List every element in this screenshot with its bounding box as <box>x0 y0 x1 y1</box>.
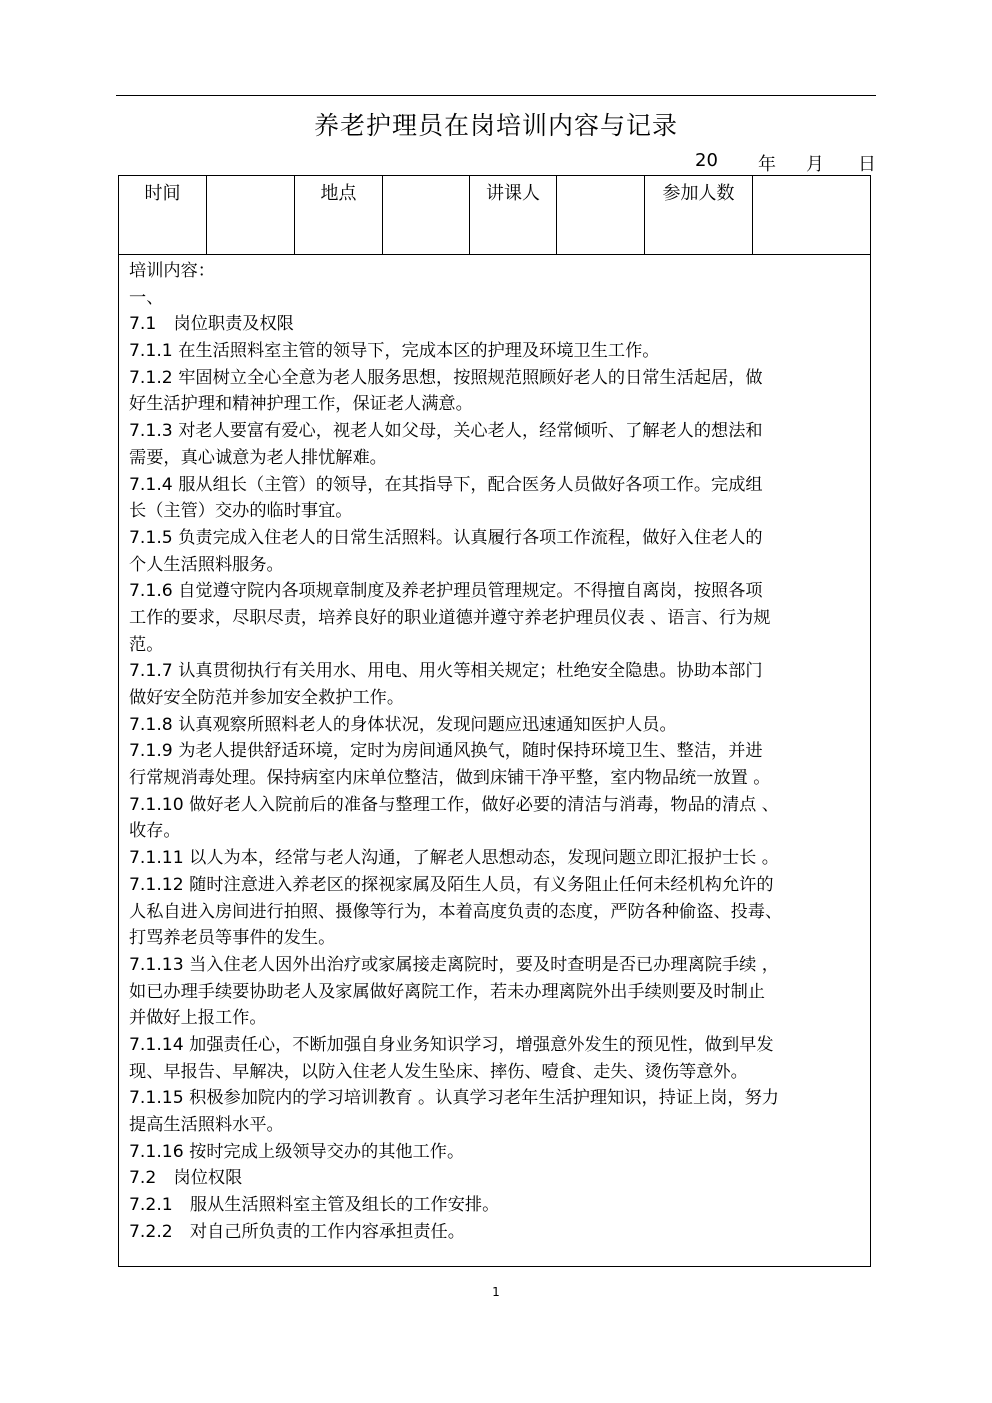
content-line: 长（主管）交办的临时事宜。 <box>129 501 353 522</box>
content-line: 7.1.1 在生活照料室主管的领导下，完成本区的护理及环境卫生工作。 <box>129 341 660 362</box>
header-row <box>119 176 870 255</box>
content-line: 工作的要求，尽职尽责，培养良好的职业道德并遵守养老护理员仪表 、语言、行为规 <box>129 607 771 628</box>
content-lines <box>129 285 864 1246</box>
content-line: 打骂养老员等事件的发生。 <box>129 928 336 949</box>
lecturer-value <box>557 176 645 254</box>
date-line <box>660 150 876 176</box>
content-line: 做好安全防范并参加安全救护工作。 <box>129 688 405 708</box>
content-line: 7.1.11 以人为本，经常与老人沟通，了解老人思想动态，发现问题立即汇报护士长 。 <box>129 848 779 869</box>
date-year-prefix: 20 <box>695 150 718 171</box>
content-line: 7.2.1 服从生活照料室主管及组长的工作安排。 <box>129 1195 500 1216</box>
top-rule <box>116 95 876 96</box>
content-label: 培训内容： <box>129 261 215 281</box>
date-month-label: 月 <box>806 154 824 175</box>
location-label: 地点 <box>295 176 383 254</box>
training-content <box>129 258 864 1245</box>
content-line: 7.1.7 认真贯彻执行有关用水、用电、用火等相关规定；杜绝安全隐患。协助本部门 <box>129 661 763 682</box>
content-line: 个人生活照料服务。 <box>129 554 284 575</box>
date-day-label: 日 <box>858 154 876 175</box>
content-line: 7.1.10 做好老人入院前后的准备与整理工作，做好必要的清洁与消毒，物品的清点 、 <box>129 794 779 815</box>
time-value <box>207 176 295 254</box>
content-line: 人私自进入房间进行拍照、摄像等行为，本着高度负责的态度，严防各种偷盗、投毒、 <box>129 901 783 922</box>
content-line: 现、早报告、早解决，以防入住老人发生坠床、摔伤、噎食、走失、烫伤等意外。 <box>129 1061 748 1082</box>
content-line: 7.1.12 随时注意进入养老区的探视家属及陌生人员，有义务阻止任何未经机构允许的 <box>129 874 774 895</box>
content-line: 7.2.2 对自己所负责的工作内容承担责任。 <box>129 1221 465 1242</box>
location-value <box>383 176 470 254</box>
content-line: 如已办理手续要协助老人及家属做好离院工作，若未办理离院外出手续则要及时制止 <box>129 981 765 1002</box>
content-line: 7.1.16 按时完成上级领导交办的其他工作。 <box>129 1141 465 1162</box>
content-line: 7.1.6 自觉遵守院内各项规章制度及养老护理员管理规定。不得擅自离岗，按照各项 <box>129 581 763 602</box>
record-table <box>118 175 871 1267</box>
content-line: 并做好上报工作。 <box>129 1008 267 1029</box>
attendees-label: 参加人数 <box>645 176 753 254</box>
document-title: 养老护理员在岗培训内容与记录 <box>313 111 678 140</box>
content-line: 范。 <box>129 634 164 655</box>
lecturer-label: 讲课人 <box>470 176 557 254</box>
content-line: 提高生活照料水平。 <box>129 1115 284 1135</box>
time-label: 时间 <box>119 176 207 254</box>
content-line: 7.1.15 积极参加院内的学习培训教育 。认真学习老年生活护理知识，持证上岗，努力 <box>129 1088 779 1109</box>
attendees-value <box>753 176 870 254</box>
content-line: 7.1.13 当入住老人因外出治疗或家属接走离院时，要及时查明是否已办理离院手续 ， <box>129 954 779 975</box>
content-line: 7.1.4 服从组长（主管）的领导，在其指导下，配合医务人员做好各项工作。完成组 <box>129 474 763 495</box>
content-line: 7.1.8 认真观察所照料老人的身体状况，发现问题应迅速通知医护人员。 <box>129 714 677 735</box>
content-line: 7.2 岗位权限 <box>129 1168 243 1189</box>
content-line: 行常规消毒处理。保持病室内床单位整洁，做到床铺干净平整，室内物品统一放置 。 <box>129 768 771 789</box>
content-line: 7.1.9 为老人提供舒适环境，定时为房间通风换气，随时保持环境卫生、整洁，并进 <box>129 741 763 762</box>
content-line: 7.1.2 牢固树立全心全意为老人服务思想，按照规范照顾好老人的日常生活起居，做 <box>129 367 763 388</box>
content-line: 7.1.3 对老人要富有爱心，视老人如父母，关心老人，经常倾听、了解老人的想法和 <box>129 421 763 442</box>
page-number: 1 <box>492 1285 500 1299</box>
content-line: 收存。 <box>129 821 181 842</box>
content-line: 一、 <box>129 287 164 308</box>
content-line: 需要，真心诚意为老人排忧解难。 <box>129 447 387 468</box>
content-line: 7.1.5 负责完成入住老人的日常生活照料。认真履行各项工作流程，做好入住老人的 <box>129 527 763 548</box>
content-line: 7.1 岗位职责及权限 <box>129 314 294 335</box>
date-year-label: 年 <box>758 154 776 175</box>
content-line: 好生活护理和精神护理工作，保证老人满意。 <box>129 394 473 415</box>
content-line: 7.1.14 加强责任心，不断加强自身业务知识学习，增强意外发生的预见性，做到早发 <box>129 1034 774 1055</box>
